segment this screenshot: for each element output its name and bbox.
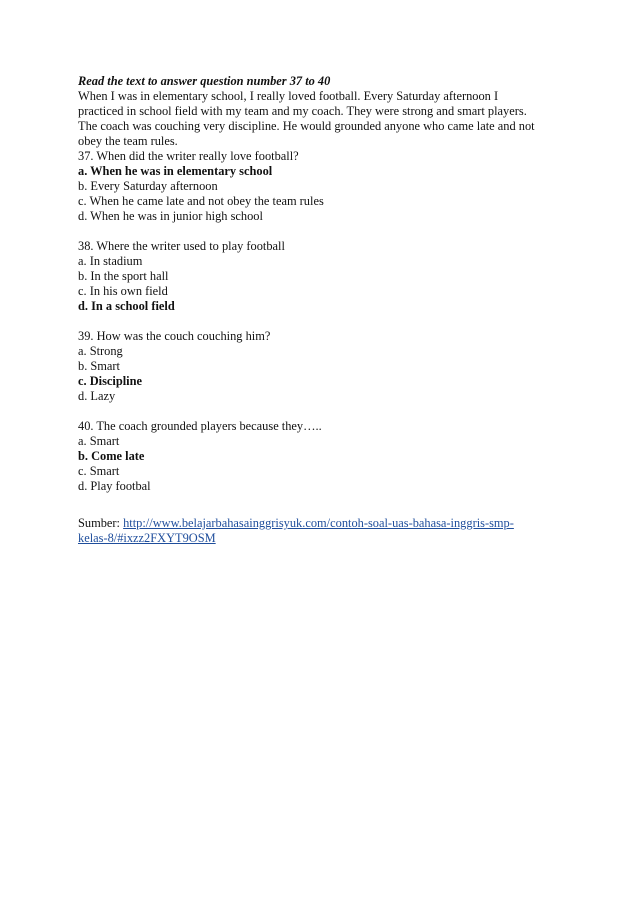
question-block-39 bbox=[78, 329, 558, 404]
option-d: d. Play footbal bbox=[78, 479, 151, 493]
source-citation bbox=[78, 516, 558, 546]
question-text: 40. The coach grounded players because they….. bbox=[78, 419, 322, 433]
option-a-correct: a. When he was in elementary school bbox=[78, 164, 273, 178]
blank-line bbox=[78, 404, 558, 419]
option-a: a. In stadium bbox=[78, 254, 143, 268]
question-block-37 bbox=[78, 149, 558, 224]
source-label: Sumber: bbox=[78, 516, 124, 530]
option-c-correct: c. Discipline bbox=[78, 374, 143, 388]
document-page bbox=[78, 74, 558, 546]
option-d: d. Lazy bbox=[78, 389, 116, 403]
source-line-1 bbox=[78, 516, 558, 531]
blank-line bbox=[78, 494, 558, 516]
question-text: 37. When did the writer really love football? bbox=[78, 149, 299, 163]
option-d-correct: d. In a school field bbox=[78, 299, 175, 313]
option-a: a. Strong bbox=[78, 344, 123, 358]
instruction-heading: Read the text to answer question number 37 to 40 bbox=[78, 74, 331, 88]
reading-passage bbox=[78, 89, 558, 149]
option-c: c. When he came late and not obey the team rules bbox=[78, 194, 324, 208]
passage-line: The coach was couching very discipline. He would grounded anyone who came late and not bbox=[78, 119, 535, 133]
option-b: b. Smart bbox=[78, 359, 120, 373]
option-b-correct: b. Come late bbox=[78, 449, 145, 463]
blank-line bbox=[78, 314, 558, 329]
option-b: b. In the sport hall bbox=[78, 269, 169, 283]
source-link[interactable]: http://www.belajarbahasainggrisyuk.com/contoh-soal-uas-bahasa-inggris-smp- bbox=[123, 516, 514, 530]
question-block-38 bbox=[78, 239, 558, 314]
option-b: b. Every Saturday afternoon bbox=[78, 179, 218, 193]
passage-line: practiced in school field with my team and my coach. They were strong and smart players. bbox=[78, 104, 527, 118]
blank-line bbox=[78, 224, 558, 239]
option-a: a. Smart bbox=[78, 434, 120, 448]
option-c: c. Smart bbox=[78, 464, 120, 478]
option-d: d. When he was in junior high school bbox=[78, 209, 263, 223]
source-link-continued[interactable]: kelas-8/#ixzz2FXYT9OSM bbox=[78, 531, 216, 545]
question-text: 39. How was the couch couching him? bbox=[78, 329, 271, 343]
question-text: 38. Where the writer used to play football bbox=[78, 239, 285, 253]
passage-line: obey the team rules. bbox=[78, 134, 178, 148]
option-c: c. In his own field bbox=[78, 284, 168, 298]
passage-line: When I was in elementary school, I really loved football. Every Saturday afternoon I bbox=[78, 89, 499, 103]
question-block-40 bbox=[78, 419, 558, 494]
